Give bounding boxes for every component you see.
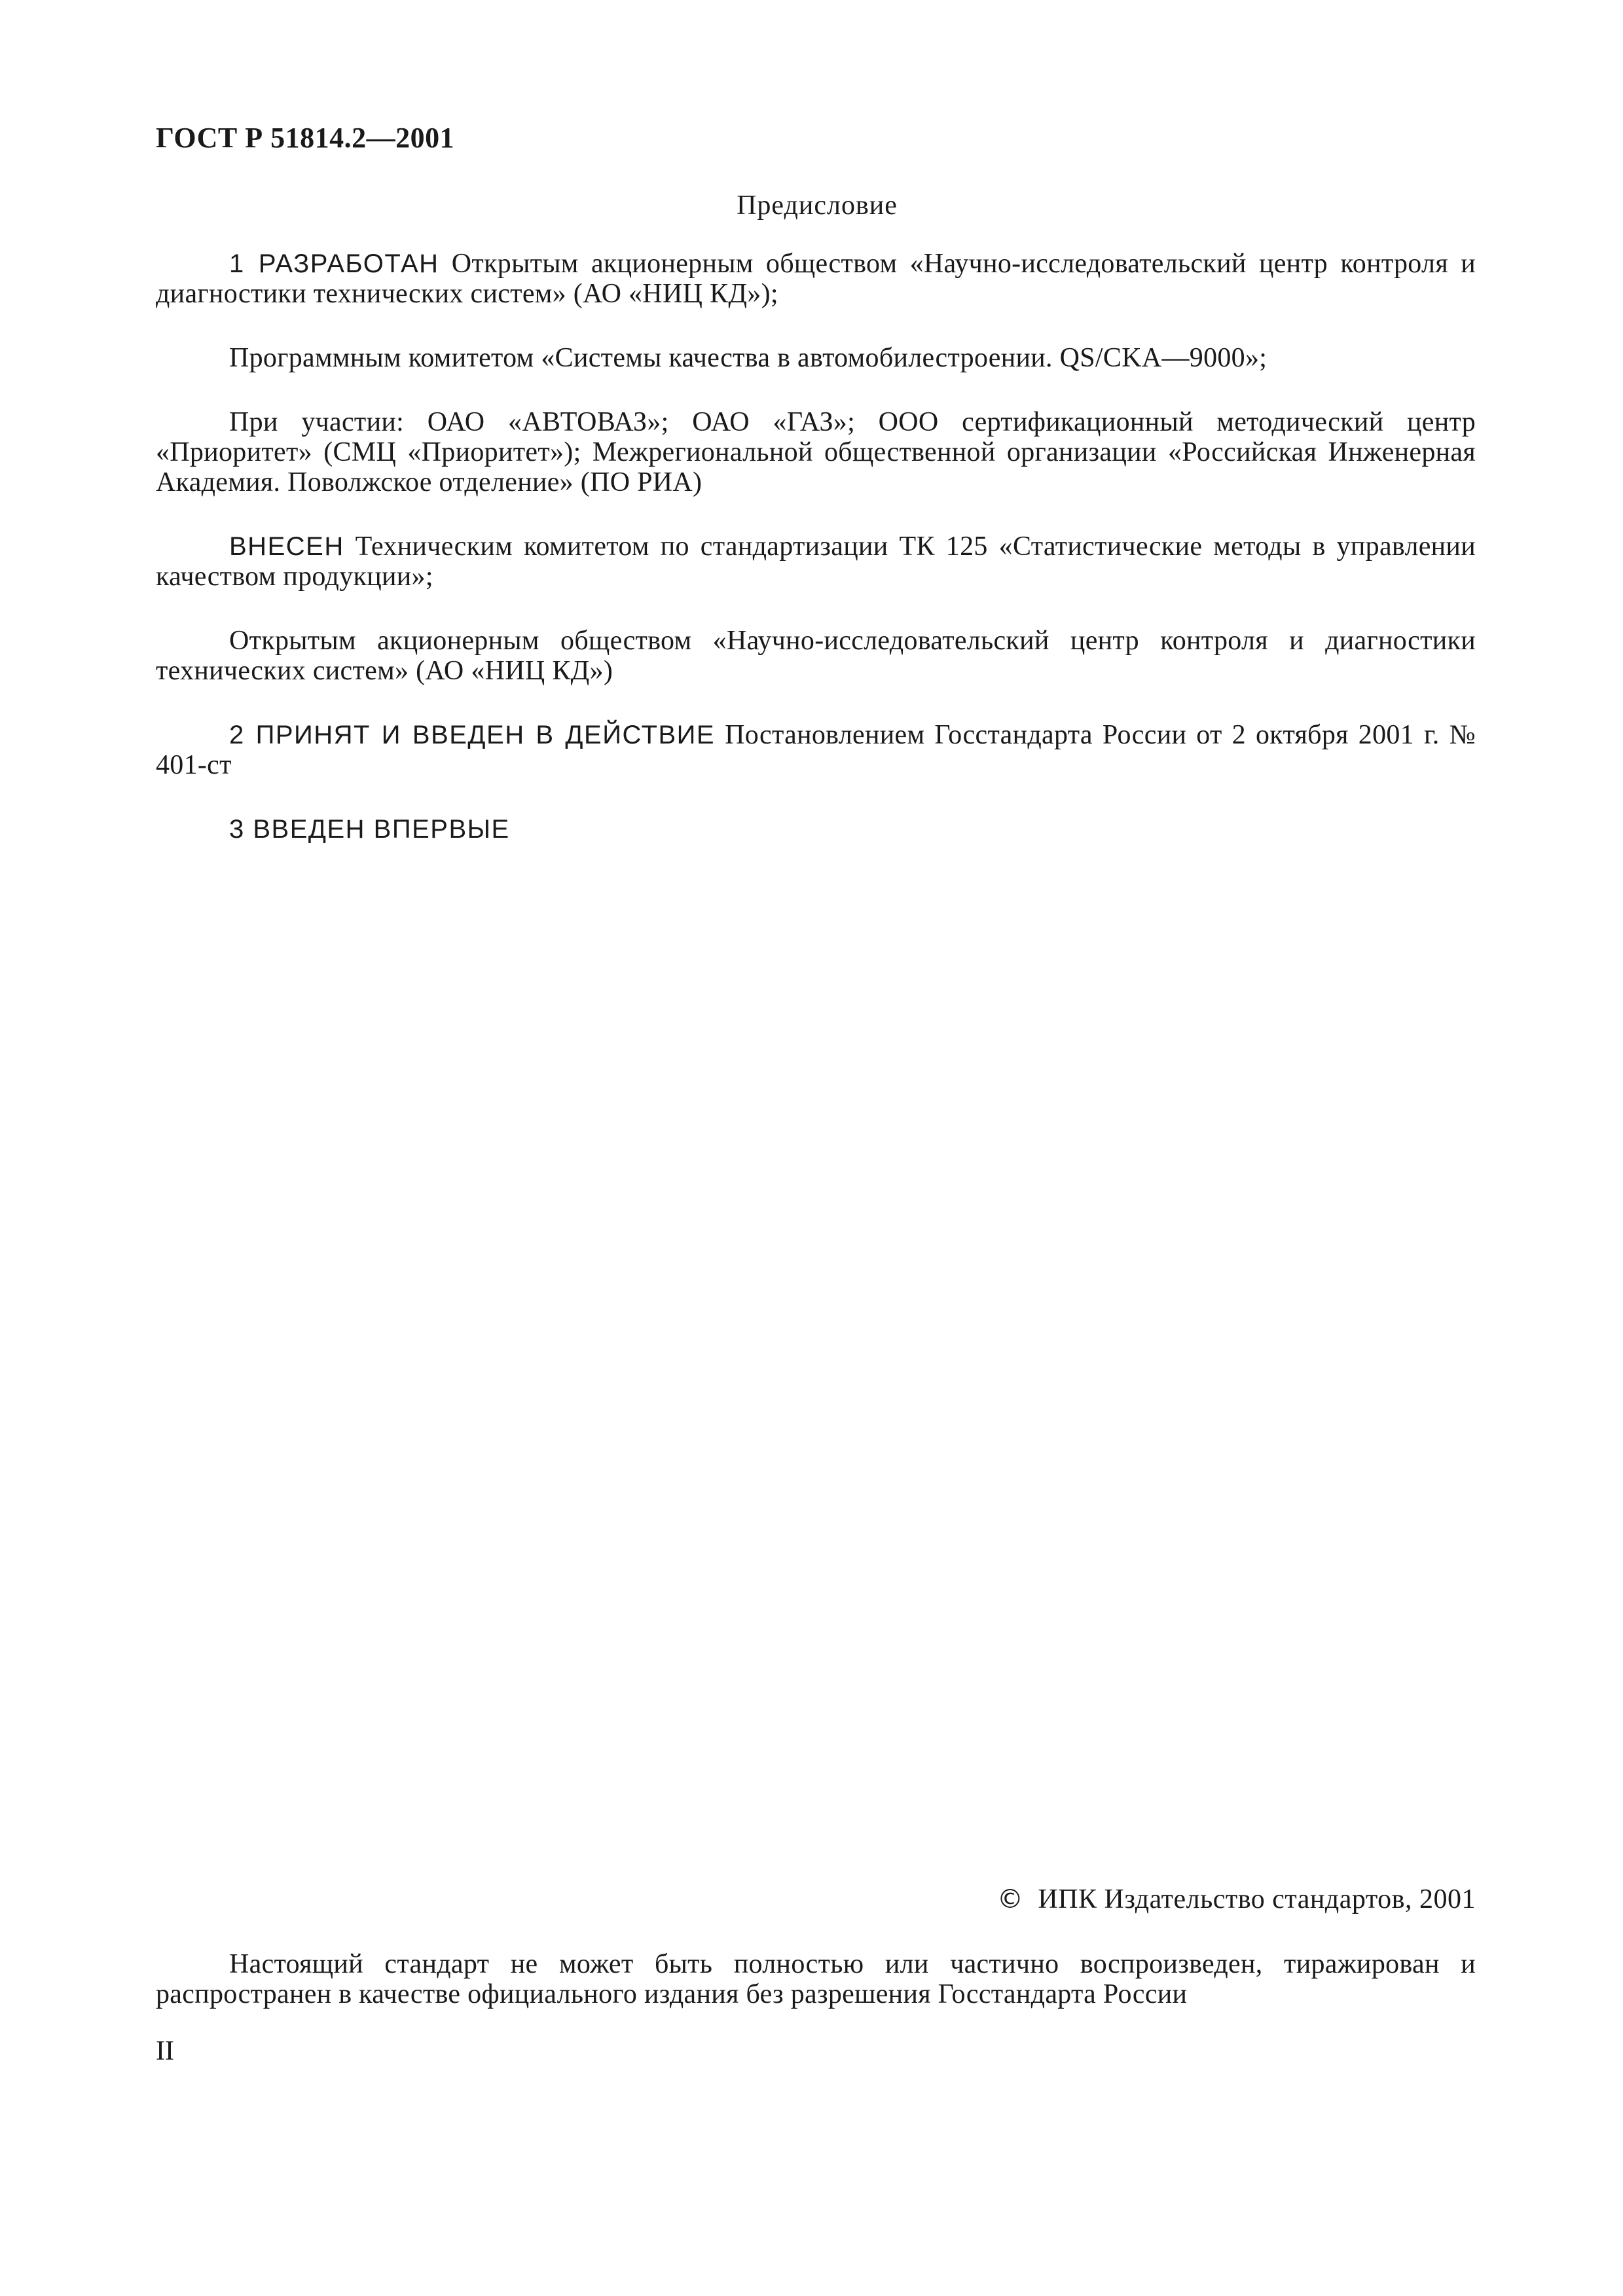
paragraph-text: Техническим комитетом по стандартизации ТК 125 «Статистические методы в управлении качеством продукции»; <box>156 531 1476 592</box>
paragraph-text: При участии: ОАО «АВТОВАЗ»; ОАО «ГАЗ»; ООО сертификационный методический центр «Приоритет» (СМЦ «Приоритет»); Межрегиональной общественной организации «Российская Инженерная Академия. Поволжское отделение» (ПО РИА) <box>156 407 1476 497</box>
paragraph-lead: 2 ПРИНЯТ И ВВЕДЕН В ДЕЙСТВИЕ <box>229 721 716 749</box>
paragraph-lead: ВНЕСЕН <box>229 532 344 561</box>
reproduction-notice: Настоящий стандарт не может быть полностью или частично воспроизведен, тиражирован и распространен в качестве официального издания без разрешения Госстандарта России <box>156 1949 1476 2009</box>
paragraph-introduced <box>156 531 1476 592</box>
paragraph-first-introduced <box>156 814 1476 844</box>
paragraph-text: Открытым акционерным обществом «Научно-исследовательский центр контроля и диагностики технических систем» (АО «НИЦ КД») <box>156 626 1476 686</box>
page-number: II <box>156 2036 174 2066</box>
paragraph-participation <box>156 407 1476 497</box>
paragraph-text: Постановлением Госстандарта России от 2 октября 2001 г. № 401-ст <box>156 720 1476 780</box>
copyright-line <box>156 1884 1476 1915</box>
paragraph-lead: 3 ВВЕДЕН ВПЕРВЫЕ <box>229 815 510 844</box>
paragraph-program-committee <box>156 343 1476 373</box>
copyright-text: ИПК Издательство стандартов, 2001 <box>1038 1884 1476 1914</box>
preface-body <box>156 249 1476 878</box>
paragraph-text: Открытым акционерным обществом «Научно-исследовательский центр контроля и диагностики технических систем» (АО «НИЦ КД»); <box>156 249 1476 309</box>
paragraph-text: Программным комитетом «Системы качества в автомобилестроении. QS/CKA—9000»; <box>229 343 1267 373</box>
paragraph-developed <box>156 249 1476 309</box>
copyright-symbol: © <box>996 1884 1024 1914</box>
paragraph-lead: 1 РАЗРАБОТАН <box>229 249 439 278</box>
paragraph-adopted <box>156 720 1476 780</box>
section-title: Предисловие <box>737 190 898 221</box>
document-id: ГОСТ Р 51814.2—2001 <box>156 122 455 154</box>
paragraph-joint-stock <box>156 626 1476 686</box>
